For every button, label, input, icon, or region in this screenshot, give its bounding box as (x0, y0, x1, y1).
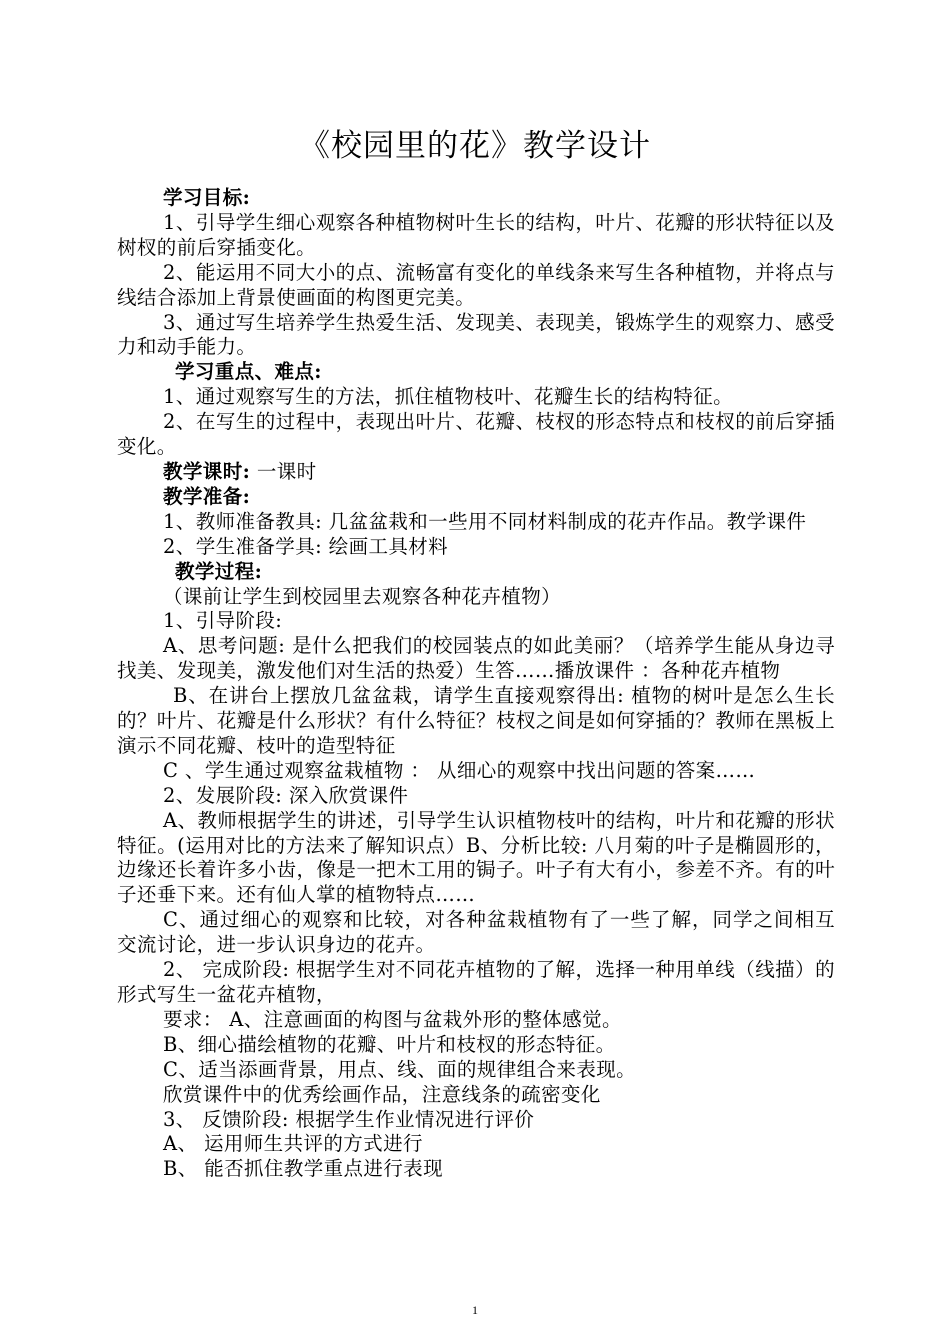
goal-item-3: 3、通过写生培养学生热爱生活、发现美、表现美，锻炼学生的观察力、感受力和动手能力。 (117, 310, 835, 359)
pre-class-note: （课前让学生到校园里去观察各种花卉植物） (163, 584, 562, 608)
stage-2-a: A、教师根据学生的讲述，引导学生认识植物枝叶的结构，叶片和花瓣的形状特征。(运用对比的方法来了解知识点）B、分析比较: 八月菊的叶子是椭圆形的，边缘还长着许多小齿，像是一把木工用的锔子。叶子有大有小，参差不齐。有的叶子还垂下来。还有仙人掌的植物特点…… (117, 808, 835, 907)
key-points-heading: 学习重点、难点: (175, 360, 322, 384)
class-hours-label: 教学课时: (163, 459, 251, 483)
stage-3-heading: 2、 完成阶段: 根据学生对不同花卉植物的了解，选择一种用单线（线描）的形式写生一盆花卉植物， (117, 958, 835, 1006)
key-point-1: 1、通过观察写生的方法，抓住植物枝叶、花瓣生长的结构特征。 (163, 385, 734, 409)
process-heading: 教学过程: (175, 559, 263, 583)
preparation-item-1: 1、教师准备教具: 几盆盆栽和一些用不同材料制成的花卉作品。教学课件 (163, 509, 807, 533)
stage-2-heading: 2、发展阶段: 深入欣赏课件 (163, 783, 409, 807)
requirement-a: 要求： A、注意画面的构图与盆栽外形的整体感觉。 (163, 1007, 622, 1031)
document-title: 《校园里的花》教学设计 (299, 128, 651, 164)
goal-item-1: 1、引导学生细心观察各种植物树叶生长的结构，叶片、花瓣的形状特征以及树杈的前后穿插变化。 (117, 210, 835, 259)
key-point-2: 2、在写生的过程中，表现出叶片、花瓣、枝杈的形态特点和枝杈的前后穿插变化。 (117, 410, 835, 459)
appreciation-note: 欣赏课件中的优秀绘画作品，注意线条的疏密变化 (163, 1082, 601, 1106)
preparation-heading: 教学准备: (163, 484, 251, 508)
goals-heading: 学习目标: (163, 186, 251, 209)
stage-4-heading: 3、 反馈阶段: 根据学生作业情况进行评价 (163, 1107, 535, 1131)
feedback-b: B、 能否抓住教学重点进行表现 (163, 1157, 444, 1181)
stage-1-a: A、思考问题: 是什么把我们的校园装点的如此美丽？（培养学生能从身边寻找美、发现美，激发他们对生活的热爱）生答……播放课件 ：各种花卉植物 (117, 634, 835, 683)
stage-1-b: B、在讲台上摆放几盆盆栽，请学生直接观察得出: 植物的树叶是怎么生长的？叶片、花瓣是什么形状？有什么特征？枝杈之间是如何穿插的？教师在黑板上演示不同花瓣、枝叶的造型特征 (117, 684, 835, 757)
class-hours-line (117, 460, 835, 485)
feedback-a: A、 运用师生共评的方式进行 (163, 1132, 423, 1156)
stage-1-c: C 、学生通过观察盆栽植物 ： 从细心的观察中找出问题的答案…… (163, 758, 756, 782)
class-hours-value: 一课时 (256, 459, 317, 483)
document-body (117, 186, 835, 1182)
page-number: 1 (472, 1303, 478, 1317)
preparation-item-2: 2、学生准备学具: 绘画工具材料 (163, 534, 449, 558)
requirement-c: C、适当添画背景，用点、线、面的规律组合来表现。 (163, 1057, 637, 1081)
requirement-b: B、细心描绘植物的花瓣、叶片和枝杈的形态特征。 (163, 1032, 616, 1056)
stage-1-heading: 1、引导阶段: (163, 609, 283, 633)
goal-item-2: 2、能运用不同大小的点、流畅富有变化的单线条来写生各种植物，并将点与线结合添加上背景使画面的构图更完美。 (117, 260, 835, 309)
stage-2-c: C、通过细心的观察和比较，对各种盆栽植物有了一些了解，同学之间相互交流讨论，进一步认识身边的花卉。 (117, 908, 835, 957)
